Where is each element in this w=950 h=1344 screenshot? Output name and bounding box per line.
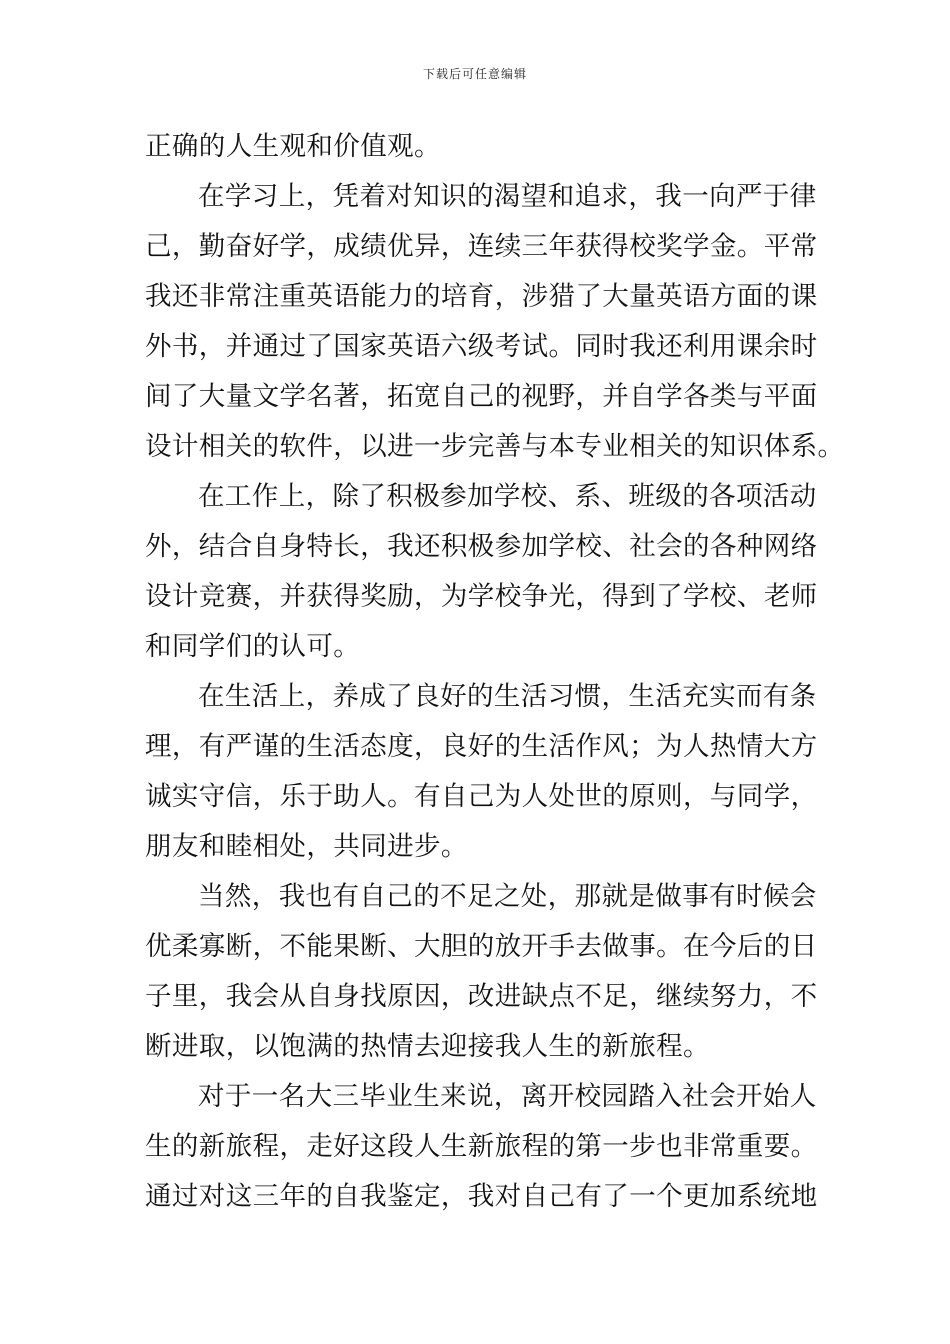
paragraph-start-line: 在学习上，凭着对知识的渴望和追求，我一向严于律 (198, 181, 817, 212)
text-line: 生的新旅程，走好这段人生新旅程的第一步也非常重要。 (145, 1131, 818, 1162)
text-line: 外，结合自身特长，我还积极参加学校、社会的各种网络 (145, 531, 818, 562)
text-line: 优柔寡断，不能果断、大胆的放开手去做事。在今后的日 (145, 931, 818, 962)
text-line: 诚实守信，乐于助人。有自己为人处世的原则，与同学， (145, 781, 818, 812)
text-line: 间了大量文学名著，拓宽自己的视野，并自学各类与平面 (145, 381, 818, 412)
text-line: 断进取，以饱满的热情去迎接我人生的新旅程。 (145, 1031, 710, 1062)
header-note: 下载后可任意编辑 (422, 67, 527, 81)
text-line: 外书，并通过了国家英语六级考试。同时我还利用课余时 (145, 331, 818, 362)
text-line: 朋友和睦相处，共同进步。 (145, 831, 468, 862)
paragraph-start-line: 在生活上，养成了良好的生活习惯，生活充实而有条 (198, 681, 817, 712)
paragraph-start-line: 对于一名大三毕业生来说，离开校园踏入社会开始人 (198, 1081, 817, 1112)
paragraph-start-line: 当然，我也有自己的不足之处，那就是做事有时候会 (198, 881, 817, 912)
text-line: 己，勤奋好学，成绩优异，连续三年获得校奖学金。平常 (145, 231, 818, 262)
paragraph-start-line: 在工作上，除了积极参加学校、系、班级的各项活动 (198, 481, 817, 512)
text-line: 正确的人生观和价值观。 (145, 131, 441, 162)
document-body (145, 122, 845, 1222)
text-line: 子里，我会从自身找原因，改进缺点不足，继续努力，不 (145, 981, 818, 1012)
text-line: 通过对这三年的自我鉴定，我对自己有了一个更加系统地 (145, 1181, 818, 1212)
text-line: 理，有严谨的生活态度，良好的生活作风；为人热情大方 (145, 731, 818, 762)
text-line: 和同学们的认可。 (145, 631, 361, 662)
text-line: 我还非常注重英语能力的培育，涉猎了大量英语方面的课 (145, 281, 818, 312)
text-line: 设计相关的软件，以进一步完善与本专业相关的知识体系。 (145, 431, 845, 462)
text-line: 设计竞赛，并获得奖励，为学校争光，得到了学校、老师 (145, 581, 818, 612)
